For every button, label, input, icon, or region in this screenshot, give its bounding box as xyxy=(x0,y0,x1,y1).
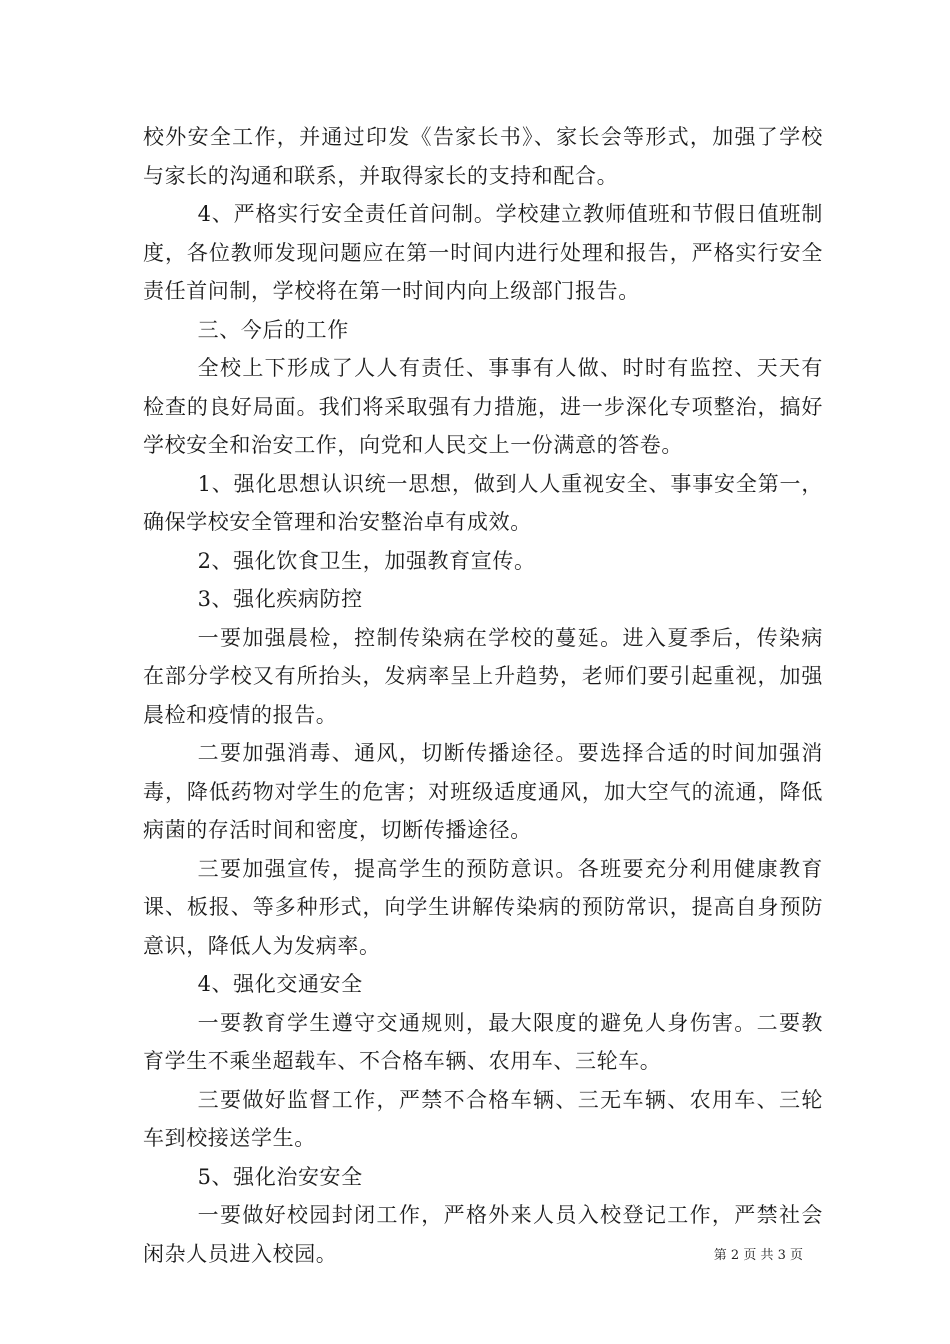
paragraph-campus-closure: 一要做好校园封闭工作，严格外来人员入校登记工作，严禁社会闲杂人员进入校园。 xyxy=(143,1203,823,1266)
paragraph-item-4-traffic-safety: 4、强化交通安全 xyxy=(197,972,363,996)
paragraph-traffic-rules: 一要教育学生遵守交通规则，最大限度的避免人身伤害。二要教育学生不乘坐超载车、不合格车辆、农用车、三轮车。 xyxy=(143,1010,823,1073)
paragraph-disinfection: 二要加强消毒、通风，切断传播途径。要选择合适的时间加强消毒，降低药物对学生的危害；对班级适度通风，加大空气的流通，降低病菌的存活时间和密度，切断传播途径。 xyxy=(143,741,823,842)
section-heading-future-work: 三、今后的工作 xyxy=(197,317,349,342)
paragraph-item-4-responsibility: 4、严格实行安全责任首问制。学校建立教师值班和节假日值班制度，各位教师发现问题应在第一时间内进行处理和报告，严格实行安全责任首问制，学校将在第一时间内向上级部门报告。 xyxy=(143,202,823,303)
paragraph-item-2-food-hygiene: 2、强化饮食卫生，加强教育宣传。 xyxy=(197,548,536,573)
paragraph-publicity: 三要加强宣传，提高学生的预防意识。各班要充分利用健康教育课、板报、等多种形式，向学生讲解传染病的预防常识，提高自身预防意识，降低人为发病率。 xyxy=(143,856,823,958)
document-body xyxy=(143,118,823,1273)
paragraph-item-3-disease-control: 3、强化疾病防控 xyxy=(197,587,363,611)
paragraph-item-5-public-security: 5、强化治安安全 xyxy=(197,1164,363,1189)
paragraph-item-1-awareness: 1、强化思想认识统一思想，做到人人重视安全、事事安全第一，确保学校安全管理和治安整治卓有成效。 xyxy=(143,471,823,534)
page-number: 第 2 页 共 3 页 xyxy=(713,1248,803,1263)
paragraph-supervision: 三要做好监督工作，严禁不合格车辆、三无车辆、农用车、三轮车到校接送学生。 xyxy=(143,1087,823,1150)
paragraph-continuation: 校外安全工作，并通过印发《告家长书》、家长会等形式，加强了学校与家长的沟通和联系，并取得家长的支持和配合。 xyxy=(143,125,823,188)
paragraph-overview: 全校上下形成了人人有责任、事事有人做、时时有监控、天天有检查的良好局面。我们将采取强有力措施，进一步深化专项整治，搞好学校安全和治安工作，向党和人民交上一份满意的答卷。 xyxy=(143,356,823,457)
paragraph-morning-check: 一要加强晨检，控制传染病在学校的蔓延。进入夏季后，传染病在部分学校又有所抬头，发病率呈上升趋势，老师们要引起重视，加强晨检和疫情的报告。 xyxy=(143,625,823,727)
